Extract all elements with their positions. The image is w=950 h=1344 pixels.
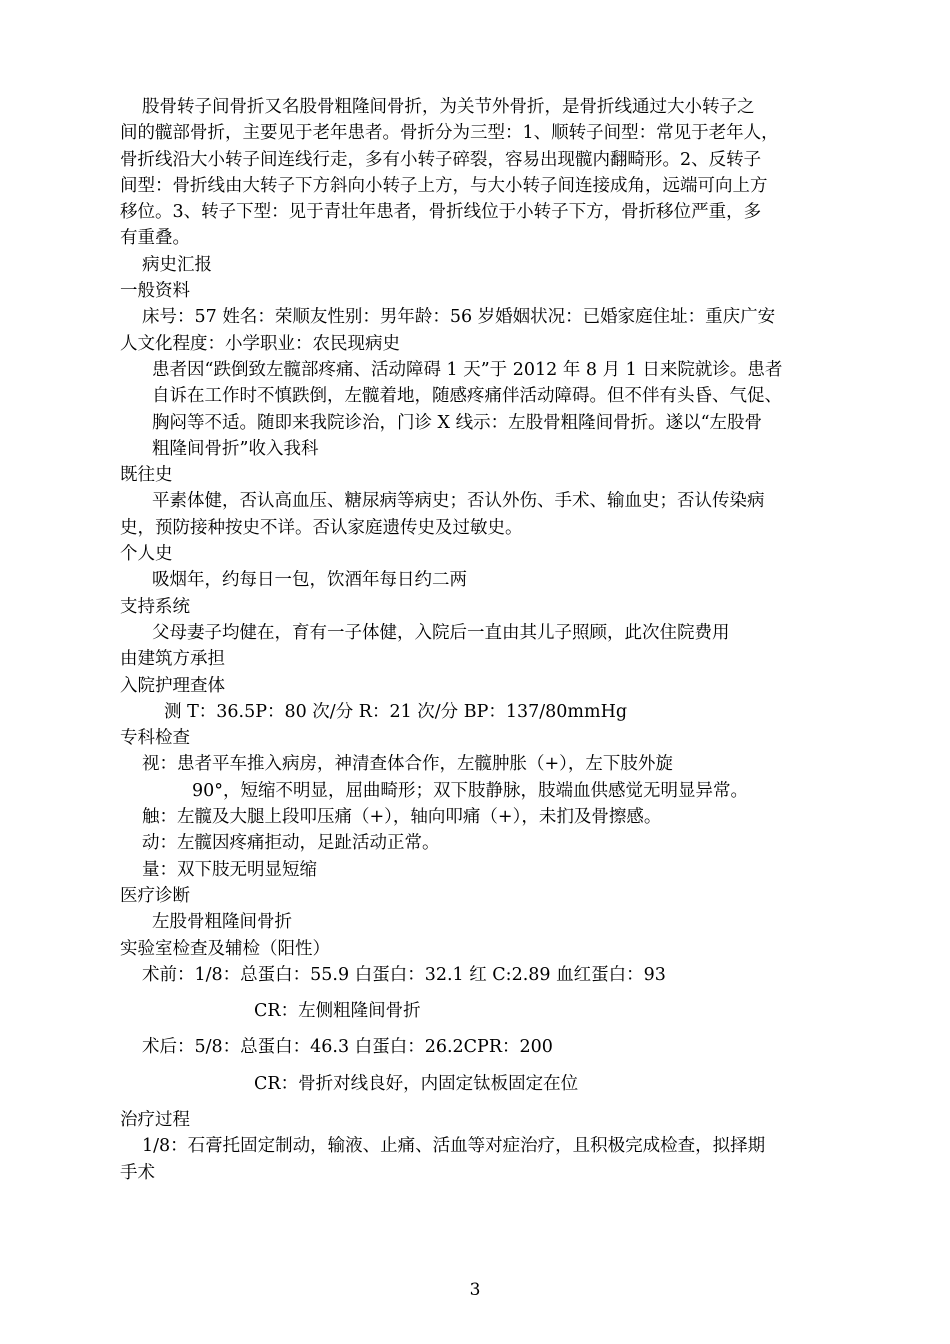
- treatment-line: 手术: [120, 1162, 155, 1183]
- personal-history-text: 吸烟年，约每日一包，饮酒年每日约二两: [152, 570, 467, 591]
- specialist-exam-heading: 专科检查: [120, 728, 190, 749]
- intro-line: 移位。3、转子下型：见于青壮年患者，骨折线位于小转子下方，骨折移位严重，多: [120, 202, 762, 223]
- present-illness-line: 自诉在工作时不慎跌倒，左髋着地，随感疼痛伴活动障碍。但不伴有头昏、气促、: [152, 386, 782, 407]
- present-illness-line: 粗隆间骨折”收入我科: [152, 438, 319, 459]
- general-info-line: 人文化程度：小学职业：农民现病史: [120, 333, 400, 354]
- general-info-heading: 一般资料: [120, 281, 190, 302]
- spacer: [120, 1097, 832, 1107]
- intro-line: 间型：骨折线由大转子下方斜向小转子上方，与大小转子间连接成角，远端可向上方: [120, 175, 768, 196]
- spacer: [120, 1024, 832, 1034]
- inspection-line: 90°，短缩不明显，屈曲畸形；双下肢静脉，肢端血供感觉无明显异常。: [192, 780, 749, 801]
- vital-signs: 测 T：36.5P：80 次/分 R：21 次/分 BP：137/80mmHg: [164, 701, 628, 722]
- diagnosis-heading: 医疗诊断: [120, 885, 190, 906]
- general-info-line: 床号：57 姓名：荣顺友性别：男年龄：56 岁婚姻状况：已婚家庭住址：重庆广安: [142, 307, 776, 328]
- lab-postop-cr: CR：骨折对线良好，内固定钛板固定在位: [254, 1073, 579, 1094]
- spacer: [120, 988, 832, 998]
- diagnosis-text: 左股骨粗隆间骨折: [152, 912, 292, 933]
- intro-line: 骨折线沿大小转子间连线行走，多有小转子碎裂，容易出现髋内翻畸形。2、反转子: [120, 149, 762, 170]
- lab-heading: 实验室检查及辅检（阳性）: [120, 938, 330, 959]
- intro-line: 有重叠。: [120, 228, 190, 249]
- past-history-line: 史，预防接种按史不详。否认家庭遗传史及过敏史。: [120, 517, 523, 538]
- history-report-heading: 病史汇报: [142, 254, 212, 275]
- support-system-line: 父母妻子均健在，育有一子体健，入院后一直由其儿子照顾，此次住院费用: [152, 622, 730, 643]
- support-system-heading: 支持系统: [120, 596, 190, 617]
- document-body: [120, 94, 832, 1186]
- present-illness-line: 患者因“跌倒致左髋部疼痛、活动障碍 1 天”于 2012 年 8 月 1 日来院就诊。患者: [152, 359, 783, 380]
- admission-exam-heading: 入院护理查体: [120, 675, 225, 696]
- lab-postop: 术后：5/8：总蛋白：46.3 白蛋白：26.2CPR：200: [142, 1037, 553, 1058]
- personal-history-heading: 个人史: [120, 544, 173, 565]
- intro-line: 股骨转子间骨折又名股骨粗隆间骨折，为关节外骨折，是骨折线通过大小转子之: [142, 97, 755, 117]
- present-illness-line: 胸闷等不适。随即来我院诊治，门诊 X 线示：左股骨粗隆间骨折。遂以“左股骨: [152, 412, 763, 433]
- measurement-line: 量：双下肢无明显短缩: [142, 859, 317, 880]
- inspection-line: 视：患者平车推入病房，神清查体合作，左髋肿胀（+），左下肢外旋: [142, 754, 673, 775]
- spacer: [120, 1061, 832, 1071]
- support-system-line: 由建筑方承担: [120, 649, 225, 670]
- movement-line: 动：左髋因疼痛拒动，足趾活动正常。: [142, 833, 440, 854]
- past-history-line: 平素体健，否认高血压、糖尿病等病史；否认外伤、手术、输血史；否认传染病: [152, 491, 765, 512]
- past-history-heading: 既往史: [120, 465, 173, 486]
- lab-preop-cr: CR：左侧粗隆间骨折: [254, 1001, 421, 1022]
- lab-preop: 术前：1/8：总蛋白：55.9 白蛋白：32.1 红 C:2.89 血红蛋白：93: [142, 964, 666, 985]
- treatment-heading: 治疗过程: [120, 1109, 190, 1130]
- treatment-line: 1/8：石膏托固定制动，输液、止痛、活血等对症治疗，且积极完成检查，拟择期: [142, 1136, 766, 1157]
- palpation-line: 触：左髋及大腿上段叩压痛（+），轴向叩痛（+），未扪及骨擦感。: [142, 807, 662, 828]
- intro-line: 间的髋部骨折，主要见于老年患者。骨折分为三型：1、顺转子间型：常见于老年人，: [120, 123, 779, 144]
- page-number: 3: [469, 1280, 481, 1300]
